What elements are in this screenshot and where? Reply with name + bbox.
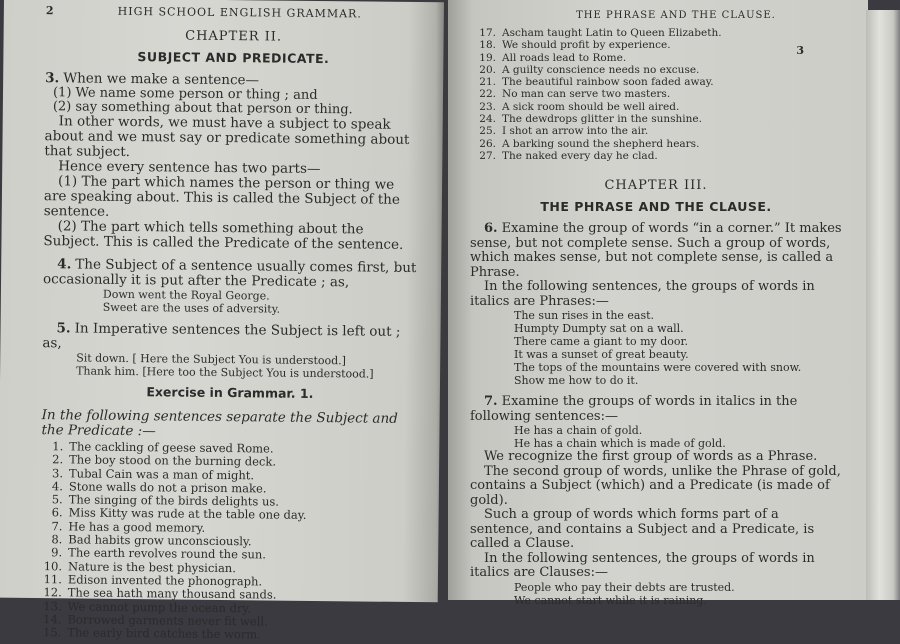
paragraph-7-followup: In the following sentences, the groups of words in italics are Clauses:— bbox=[470, 550, 815, 581]
example-line: Show me how to do it. bbox=[514, 374, 639, 388]
paragraph-number: 3. bbox=[45, 70, 60, 87]
list-item: 8. Bad habits grow unconsciously. bbox=[51, 532, 252, 549]
paragraph-3-subject-def: (1) The part which names the person or thing we are speaking about. This is called the Subject of the sentence. bbox=[43, 173, 400, 220]
right-running-title: THE PHRASE AND THE CLAUSE. bbox=[576, 10, 776, 21]
paragraph-5 bbox=[42, 321, 418, 355]
list-item: 7. He has a good memory. bbox=[51, 519, 206, 535]
paragraph-text: Examine the groups of words in italics in the following sentences:— bbox=[470, 394, 798, 424]
list-item: 24. The dewdrops glitter in the sunshine. bbox=[479, 113, 702, 126]
paragraph-4 bbox=[43, 257, 419, 291]
paragraph-number: 5. bbox=[56, 320, 71, 337]
paragraph-number: 7. bbox=[484, 394, 498, 410]
example-line: It was a sunset of great beauty. bbox=[514, 348, 689, 362]
example-line: The tops of the mountains were covered with snow. bbox=[514, 361, 802, 375]
list-item: 14. Borrowed garments never fit well. bbox=[43, 612, 268, 629]
list-item: 26. A barking sound the shepherd hears. bbox=[479, 137, 700, 150]
paragraph-number: 6. bbox=[484, 221, 498, 237]
list-item: 10. Nature is the best physician. bbox=[43, 558, 236, 575]
example-line: He has a chain of gold. bbox=[514, 424, 643, 438]
paragraph-3-body: In other words, we must have a subject to speak about and we must say or predicate something about that subject. bbox=[44, 113, 410, 161]
example-line: There came a giant to my door. bbox=[514, 335, 689, 349]
list-item: 27. The naked every day he clad. bbox=[479, 149, 658, 162]
paragraph-3-two-parts: Hence every sentence has two parts— bbox=[58, 158, 321, 178]
list-item: 11. Edison invented the phonograph. bbox=[43, 572, 263, 589]
paragraph-3-point-2: (2) say something about that person or thing. bbox=[52, 99, 353, 118]
chapter-title: SUBJECT AND PREDICATE. bbox=[137, 49, 330, 67]
paragraph-6 bbox=[470, 222, 842, 280]
paragraph-6-followup: In the following sentences, the groups of words in italics are Phrases:— bbox=[470, 279, 815, 309]
example-line: We cannot start while it is raining. bbox=[514, 593, 707, 607]
paragraph-7-second-group: The second group of words, unlike the Phrase of gold, contains a Subject (which) and a Predicate (is made of gold). bbox=[470, 463, 841, 508]
left-running-title: HIGH SCHOOL ENGLISH GRAMMAR. bbox=[117, 4, 362, 21]
left-page-number: 2 bbox=[45, 4, 55, 18]
paragraph-7-clause-def: Such a group of words which forms part of a sentence, and contains a Subject and a Predicate, is called a Clause. bbox=[470, 507, 815, 552]
list-item: 12. The sea hath many thousand sands. bbox=[43, 585, 277, 602]
chapter-heading: CHAPTER II. bbox=[185, 28, 283, 45]
paragraph-number: 4. bbox=[57, 256, 72, 273]
left-running-head bbox=[46, 4, 422, 21]
paragraph-text: When we make a sentence— bbox=[63, 70, 260, 89]
list-item: 4. Stone walls do not a prison make. bbox=[51, 479, 267, 496]
list-item: 21. The beautiful rainbow soon faded away. bbox=[479, 76, 714, 89]
paragraph-text: In Imperative sentences the Subject is left out ; as, bbox=[42, 320, 401, 352]
exercise-heading: Exercise in Grammar. 1. bbox=[146, 384, 314, 401]
example-line: Down went the Royal George. bbox=[102, 287, 270, 303]
example-line: Sweet are the uses of adversity. bbox=[102, 300, 281, 316]
list-item: 18. We should profit by experience. bbox=[479, 39, 671, 52]
paragraph-7-phrase: We recognize the first group of words as a Phrase. bbox=[484, 449, 818, 465]
list-item: 25. I shot an arrow into the air. bbox=[479, 125, 649, 138]
paragraph-text: Examine the group of words “in a corner.” It makes sense, but not complete sense. Such a group of words, which makes sense, but not complete sense, is called a Phrase. bbox=[470, 221, 842, 280]
list-item: 13. We cannot pump the ocean dry. bbox=[43, 598, 252, 615]
exercise-list-continued bbox=[470, 27, 842, 162]
chapter-title: THE PHRASE AND THE CLAUSE. bbox=[540, 199, 772, 215]
list-item: 2. The boy stood on the burning deck. bbox=[52, 452, 277, 469]
example-line: He has a chain which is made of gold. bbox=[514, 437, 726, 451]
list-item: 20. A guilty conscience needs no excuse. bbox=[479, 63, 700, 76]
example-line: The sun rises in the east. bbox=[514, 309, 655, 323]
list-item: 9. The earth revolves round the sun. bbox=[51, 545, 267, 562]
paragraph-3-point-1: (1) We name some person or thing ; and bbox=[52, 85, 318, 103]
exercise-instruction: In the following sentences separate the Subject and the Predicate :— bbox=[41, 407, 398, 440]
paragraph-3-predicate-def: (2) The part which tells something about the Subject. This is called the Predicate of the sentence. bbox=[43, 218, 404, 253]
list-item: 22. No man can serve two masters. bbox=[479, 88, 671, 101]
list-item: 6. Miss Kitty was rude at the table one day. bbox=[51, 505, 307, 523]
list-item: 19. All roads lead to Rome. bbox=[479, 51, 627, 64]
list-item: 17. Ascham taught Latin to Queen Elizabeth. bbox=[479, 27, 722, 39]
chapter-heading: CHAPTER III. bbox=[604, 178, 708, 194]
list-item: 3. Tubal Cain was a man of might. bbox=[51, 465, 255, 482]
paragraph-text: The Subject of a sentence usually comes first, but occasionally it is put after the Predicate ; as, bbox=[42, 256, 417, 291]
paragraph-7 bbox=[470, 395, 842, 424]
right-page-number: 3 bbox=[796, 44, 804, 57]
example-line: Humpty Dumpty sat on a wall. bbox=[514, 322, 684, 336]
example-line: People who pay their debts are trusted. bbox=[514, 580, 735, 594]
right-page bbox=[448, 0, 868, 607]
list-item: 5. The singing of the birds delights us. bbox=[51, 492, 280, 509]
example-line: Sit down. [ Here the Subject You is understood.] bbox=[76, 351, 347, 368]
list-item: 15. The early bird catches the worm. bbox=[42, 625, 261, 642]
exercise-list bbox=[39, 440, 417, 643]
left-page bbox=[0, 0, 444, 642]
list-item: 1. The cackling of geese saved Rome. bbox=[52, 439, 274, 456]
example-line: Thank him. [Here too the Subject You is understood.] bbox=[76, 364, 374, 381]
page-stack-edge bbox=[866, 10, 900, 600]
list-item: 23. A sick room should be well aired. bbox=[479, 100, 680, 113]
